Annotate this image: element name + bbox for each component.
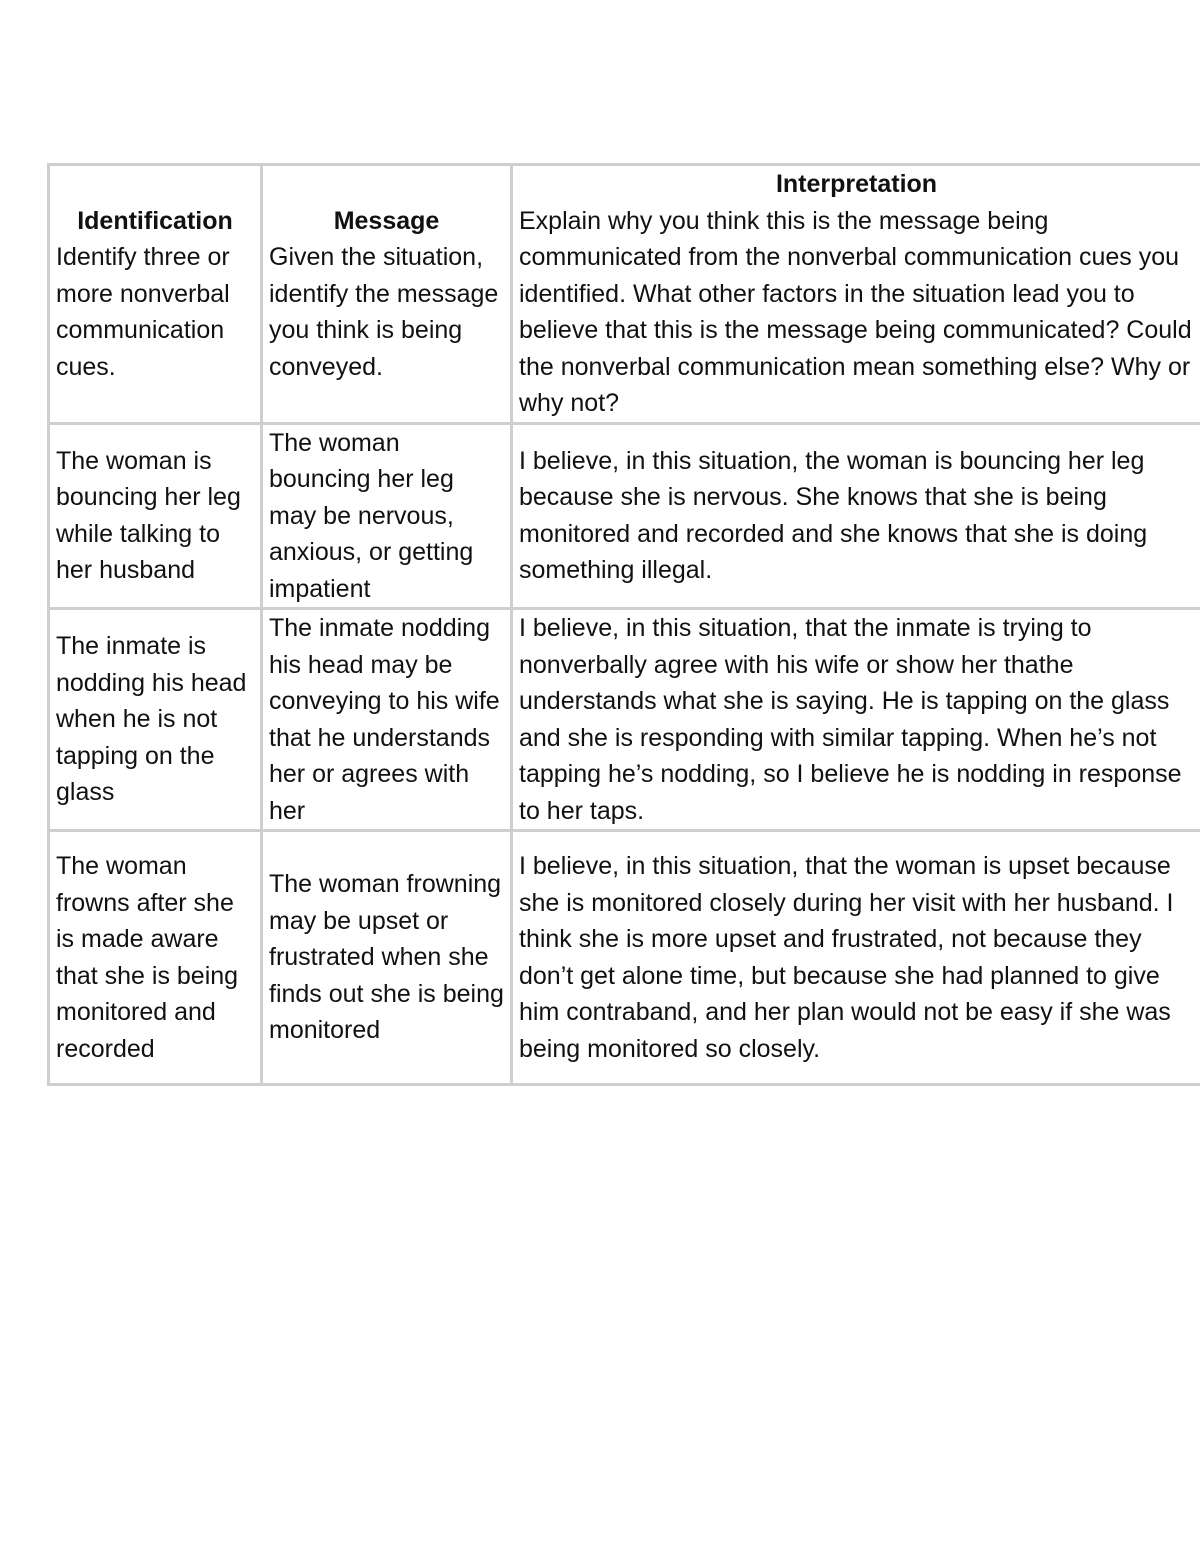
interpretation-text: I believe, in this situation, that the inmate is trying to nonverbally agree with his wife or show her thathe understands what she is saying. He is tapping on the glass and she is responding with similar tapping. When he’s not tapping he’s nodding, so I believe he is nodding in response to her taps. bbox=[519, 614, 1182, 825]
header-description-interpretation: Explain why you think this is the message being communicated from the nonverbal communication cues you identified. What other factors in the situation lead you to believe that this is the message being communicated? Could the nonverbal communication mean something else? Why or why not? bbox=[519, 206, 1192, 417]
message-text: The inmate nodding his head may be conveying to his wife that he understands her or agrees with her bbox=[269, 614, 500, 825]
identification-cell bbox=[49, 831, 262, 1085]
identification-cell bbox=[49, 423, 262, 609]
message-cell bbox=[262, 423, 512, 609]
message-text: The woman frowning may be upset or frustrated when she finds out she is being monitored bbox=[269, 870, 504, 1045]
header-title-identification: Identification bbox=[77, 206, 233, 235]
table-header-row bbox=[49, 165, 1200, 424]
header-description-identification: Identify three or more nonverbal communication cues. bbox=[56, 243, 230, 381]
interpretation-cell bbox=[512, 831, 1200, 1085]
message-cell bbox=[262, 831, 512, 1085]
header-title-message: Message bbox=[333, 206, 440, 235]
message-text: The woman bouncing her leg may be nervous, anxious, or getting impatient bbox=[269, 428, 474, 603]
table-row bbox=[49, 609, 1200, 831]
interpretation-cell bbox=[512, 609, 1200, 831]
table-row bbox=[49, 423, 1200, 609]
identification-cell bbox=[49, 609, 262, 831]
identification-text: The inmate is nodding his head when he is not tapping on the glass bbox=[56, 632, 247, 807]
header-cell-identification bbox=[49, 165, 262, 424]
header-title-interpretation: Interpretation bbox=[775, 170, 938, 198]
header-cell-message bbox=[262, 165, 512, 424]
nonverbal-communication-table bbox=[47, 163, 1200, 1086]
header-cell-interpretation bbox=[512, 165, 1200, 424]
message-cell bbox=[262, 609, 512, 831]
identification-text: The woman is bouncing her leg while talking to her husband bbox=[56, 446, 241, 585]
interpretation-text: I believe, in this situation, that the woman is upset because she is monitored closely during her visit with her husband. I think she is more upset and frustrated, not because they don’t get alone time, but because she had planned to give him contraband, and her plan would not be easy if she was being monitored so closely. bbox=[519, 852, 1174, 1063]
table-row bbox=[49, 831, 1200, 1085]
interpretation-cell bbox=[512, 423, 1200, 609]
header-description-message: Given the situation, identify the message you think is being conveyed. bbox=[269, 243, 499, 381]
interpretation-text: I believe, in this situation, the woman is bouncing her leg because she is nervous. She knows that she is being monitored and recorded and she knows that she is doing something illegal. bbox=[519, 446, 1148, 585]
identification-text: The woman frowns after she is made aware that she is being monitored and recorded bbox=[56, 852, 239, 1063]
